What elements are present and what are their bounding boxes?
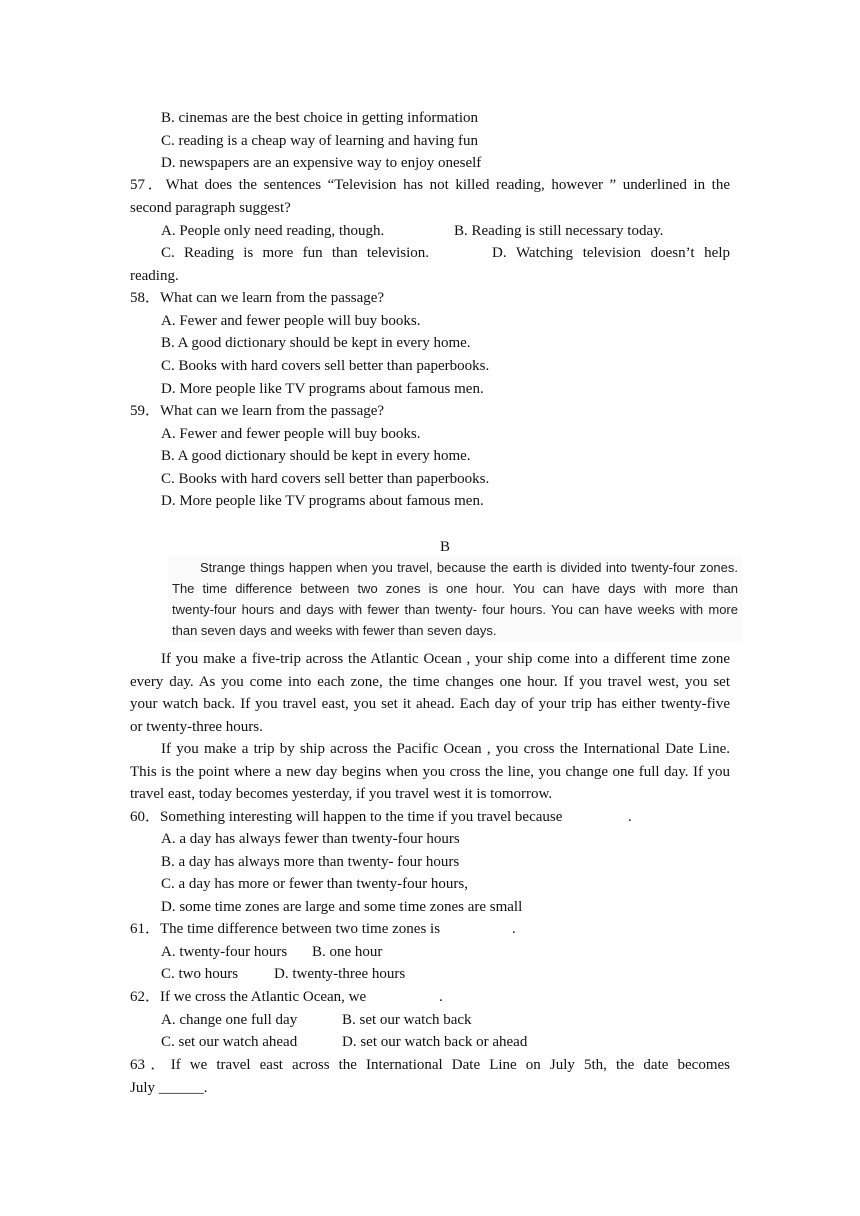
q56-option-c: C. reading is a cheap way of learning and having fun <box>161 133 478 149</box>
q61-option-b: B. one hour <box>312 944 383 960</box>
q61-option-d: D. twenty-three hours <box>274 966 406 982</box>
paragraph-2-line: This is the point where a new day begins when you cross the line, you change one full day. If you <box>130 764 730 780</box>
q61-option-a: A. twenty-four hours <box>161 944 288 960</box>
q62-stem-end: . <box>439 989 443 1005</box>
q57-option-d: D. Watching television doesn’t help <box>492 245 730 261</box>
q62-option-d: D. set our watch back or ahead <box>342 1034 528 1050</box>
q58-option-b: B. A good dictionary should be kept in every home. <box>161 335 471 351</box>
q59-option-d: D. More people like TV programs about famous men. <box>161 493 484 509</box>
section-b-heading: B <box>439 539 450 555</box>
image-text-line: twenty-four hours and days with fewer than twenty- four hours. You can have weeks with more <box>172 602 738 617</box>
paragraph-1-line: If you make a five-trip across the Atlantic Ocean , your ship come into a different time zone <box>161 651 730 667</box>
q60-option-c: C. a day has more or fewer than twenty-four hours, <box>161 876 468 892</box>
paragraph-1-line: every day. As you come into each zone, the time changes one hour. If you travel west, you set <box>130 674 730 690</box>
q59-option-a: A. Fewer and fewer people will buy books. <box>161 426 421 442</box>
q60-stem: 60．Something interesting will happen to the time if you travel because <box>130 809 563 825</box>
q61-stem: 61．The time difference between two time zones is <box>130 921 441 937</box>
q63-stem: 63．If we travel east across the International Date Line on July 5th, the date becomes <box>130 1057 730 1073</box>
image-text-line: The time difference between two zones is one hour. You can have days with more than <box>172 581 738 596</box>
q60-stem-end: . <box>628 809 632 825</box>
q63-stem-cont: July ______. <box>130 1080 208 1096</box>
q56-option-d: D. newspapers are an expensive way to enjoy oneself <box>161 155 482 171</box>
q59-option-c: C. Books with hard covers sell better than paperbooks. <box>161 471 490 487</box>
image-text-line: Strange things happen when you travel, because the earth is divided into twenty-four zones. <box>200 560 738 575</box>
paragraph-1-line: or twenty-three hours. <box>130 719 263 735</box>
q58-stem: 58．What can we learn from the passage? <box>130 290 385 306</box>
image-text-line: than seven days and weeks with fewer than seven days. <box>172 623 497 638</box>
paragraph-1-line: your watch back. If you travel east, you set it ahead. Each day of your trip has either twenty-five <box>130 696 730 712</box>
scanned-passage-image <box>168 556 742 642</box>
q57-option-d-cont: reading. <box>130 268 179 284</box>
q58-option-c: C. Books with hard covers sell better than paperbooks. <box>161 358 490 374</box>
q59-stem: 59．What can we learn from the passage? <box>130 403 385 419</box>
q61-stem-end: . <box>512 921 516 937</box>
q57-option-a: A. People only need reading, though. <box>161 223 385 239</box>
q62-option-b: B. set our watch back <box>342 1012 472 1028</box>
q58-option-a: A. Fewer and fewer people will buy books. <box>161 313 421 329</box>
q62-stem: 62．If we cross the Atlantic Ocean, we <box>130 989 367 1005</box>
paragraph-2-line: travel east, today becomes yesterday, if you travel west it is tomorrow. <box>130 786 553 802</box>
q57-option-b: B. Reading is still necessary today. <box>454 223 664 239</box>
q61-option-c: C. two hours <box>161 966 239 982</box>
q57-option-c: C. Reading is more fun than television. <box>161 245 429 261</box>
q57-stem: 57．What does the sentences “Television has not killed reading, however ” underlined in the <box>130 177 730 193</box>
q60-option-d: D. some time zones are large and some time zones are small <box>161 899 523 915</box>
q62-option-a: A. change one full day <box>161 1012 298 1028</box>
paragraph-2-line: If you make a trip by ship across the Pacific Ocean , you cross the International Date Line. <box>161 741 730 757</box>
q58-option-d: D. More people like TV programs about famous men. <box>161 381 484 397</box>
q56-option-b: B. cinemas are the best choice in getting information <box>161 110 478 126</box>
q60-option-a: A. a day has always fewer than twenty-four hours <box>161 831 460 847</box>
q62-option-c: C. set our watch ahead <box>161 1034 298 1050</box>
q59-option-b: B. A good dictionary should be kept in every home. <box>161 448 471 464</box>
q60-option-b: B. a day has always more than twenty- four hours <box>161 854 460 870</box>
q57-stem-cont: second paragraph suggest? <box>130 200 291 216</box>
